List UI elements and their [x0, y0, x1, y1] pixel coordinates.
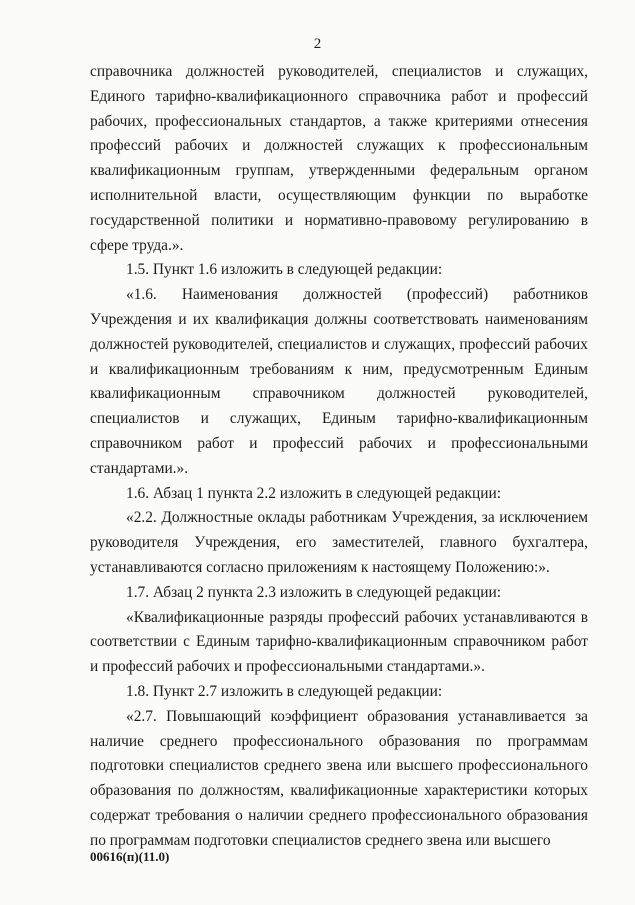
paragraph-item-1-8: 1.8. Пункт 2.7 изложить в следующей редакции: [126, 682, 443, 700]
document-code: 00616(п)(11.0) [90, 849, 170, 864]
paragraph-item-1-7: 1.7. Абзац 2 пункта 2.3 изложить в следующей редакции: [126, 583, 502, 601]
paragraph-item-1-5: 1.5. Пункт 1.6 изложить в следующей редакции: [126, 261, 443, 279]
paragraph-clause-2-2: «2.2. Должностные оклады работникам Учреждения, за исключением руководителя Учреждения, его заместителей, главного бухгалтера, устанавливаются согласно приложениям к настоящему Положению:». [90, 509, 588, 576]
paragraph-clause-2-7: «2.7. Повышающий коэффициент образования устанавливается за наличие среднего профессионального образования по программам подготовки специалистов среднего звена или высшего профессионального образования по должностям, квалификационные характеристики которых содержат требования о наличии среднего профессионального образования по программам подготовки специалистов среднего звена или высшего [90, 707, 588, 849]
paragraph-clause-2-3: «Квалификационные разряды профессий рабочих устанавливаются в соответствии с Единым тарифно-квалификационным справочником работ и профессий рабочих и профессиональными стандартами.». [90, 608, 588, 676]
document-body [90, 60, 588, 854]
paragraph-item-1-6: 1.6. Абзац 1 пункта 2.2 изложить в следующей редакции: [126, 484, 502, 502]
page-number: 2 [313, 36, 322, 52]
paragraph-continuation: справочника должностей руководителей, специалистов и служащих, Единого тарифно-квалификационного справочника работ и профессий рабочих, профессиональных стандартов, а также критериями отнесения профессий рабочих и должностей служащих к профессиональным квалификационным группам, утвержденными федеральным органом исполнительной власти, осуществляющим функции по выработке государственной политики и нормативно-правовому регулированию в сфере труда.». [90, 63, 588, 254]
paragraph-clause-1-6: «1.6. Наименования должностей (профессий) работников Учреждения и их квалификация должны соответствовать наименованиям должностей руководителей, специалистов и служащих, профессий рабочих и квалификационным требованиям к ним, предусмотренным Единым квалификационным справочником должностей руководителей, специалистов и служащих, Единым тарифно-квалификационным справочником работ и профессий рабочих и профессиональными стандартами.». [90, 286, 588, 477]
